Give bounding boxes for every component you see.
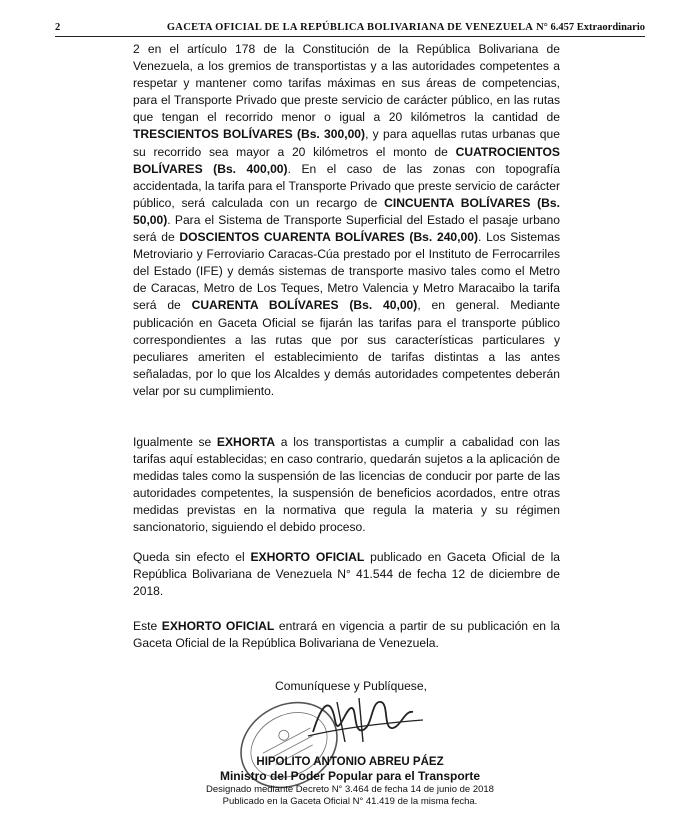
text-run: entrará en vigencia a partir de su publicación en la Gaceta Oficial de la República Bolivariana de Venezuela.: [133, 619, 561, 651]
paragraph-exhorta: [133, 434, 560, 537]
signature-block: [180, 755, 520, 808]
bold-term: EXHORTO OFICIAL: [250, 550, 365, 564]
paragraph-tariffs: [133, 41, 560, 400]
bold-term: EXHORTA: [216, 435, 276, 449]
signatory-name: HIPOLITO ANTONIO ABREU PÁEZ: [256, 756, 444, 768]
closing-formula: Comuníquese y Publíquese,: [275, 679, 427, 693]
gazette-header: [55, 20, 645, 37]
designation-line: Designado mediante Decreto N° 3.464 de fecha 14 de junio de 2018: [206, 784, 494, 795]
text-run: , en general. Mediante publicación en Gaceta Oficial se fijarán las tarifas para el transporte público correspondientes a las rutas que por sus características particulares y peculiares ameriten el establecimiento de tarifas distintas a las antes señaladas, por lo que los Alcaldes y demás autoridades competentes deberán velar por su cumplimiento.: [133, 298, 560, 398]
page-number: 2: [55, 22, 61, 33]
text-run: Queda sin efecto el: [133, 550, 251, 564]
text-run: . Los Sistemas Metroviario y Ferroviario Caracas-Cúa prestado por el Instituto de Ferrocarriles del Estado (IFE) y demás sistemas de transporte masivo tales como el Metro de Caracas, Metro de Los Teques, Metro Valencia y Metro Maracaibo la tarifa será de: [133, 230, 561, 313]
publication-line: Publicado en la Gaceta Oficial N° 41.419 de la misma fecha.: [222, 796, 478, 807]
paragraph-revocation: [133, 549, 560, 600]
bold-amount: DOSCIENTOS CUARENTA BOLÍVARES (Bs. 240,00): [179, 230, 478, 245]
text-run: publicado en Gaceta Oficial de la República Bolivariana de Venezuela N° 41.544 de fecha 12 de diciembre de 2018.: [133, 550, 560, 599]
bold-amount: TRESCIENTOS BOLÍVARES (Bs. 300,00): [133, 127, 366, 142]
signatory-title: Ministro del Poder Popular para el Transporte: [219, 769, 481, 783]
bold-amount: CUARENTA BOLÍVARES (Bs. 40,00): [191, 298, 418, 313]
text-run: a los transportistas a cumplir a cabalidad con las tarifas aquí establecidas; en caso contrario, quedarán sujetos a la aplicación de medidas tales como la suspensión de las licencias de conducir por parte de las autoridades competentes, la suspensión de beneficios acordados, entre otras medidas previstas en la normativa que regula la materia y su régimen sancionatorio, siguiendo el debido proceso.: [133, 435, 560, 535]
handwritten-signature: [293, 690, 433, 750]
bold-term: EXHORTO OFICIAL: [161, 619, 275, 633]
text-run: 2 en el artículo 178 de la Constitución de la República Bolivariana de Venezuela, a los gremios de transportistas y a las autoridades competentes a respetar y mantener como tarifas máximas en sus áreas de competencias, para el Transporte Privado que preste servicio de carácter público, en las rutas que tengan el recorrido menor o igual a 20 kilómetros la cantidad de: [133, 42, 560, 125]
bold-amount: CINCUENTA BOLÍVARES (Bs. 50,00): [133, 195, 560, 227]
text-run: Este: [133, 619, 162, 633]
text-run: . En el caso de las zonas con topografía accidentada, la tarifa para el Transporte Privado que preste servicio de carácter público, será calculada con un recargo de: [133, 161, 561, 210]
text-run: Igualmente se: [133, 435, 217, 449]
text-run: . Para el Sistema de Transporte Superficial del Estado el pasaje urbano será de: [133, 212, 560, 245]
gazette-title: GACETA OFICIAL DE LA REPÚBLICA BOLIVARIANA DE VENEZUELA: [166, 22, 534, 33]
paragraph-validity: [133, 618, 560, 652]
issue-number: N° 6.457 Extraordinario: [536, 22, 645, 33]
bold-amount: CUATROCIENTOS BOLÍVARES (Bs. 400,00): [133, 144, 560, 176]
text-run: , y para aquellas rutas urbanas que su recorrido sea mayor a 20 kilómetros el monto de: [133, 127, 560, 159]
